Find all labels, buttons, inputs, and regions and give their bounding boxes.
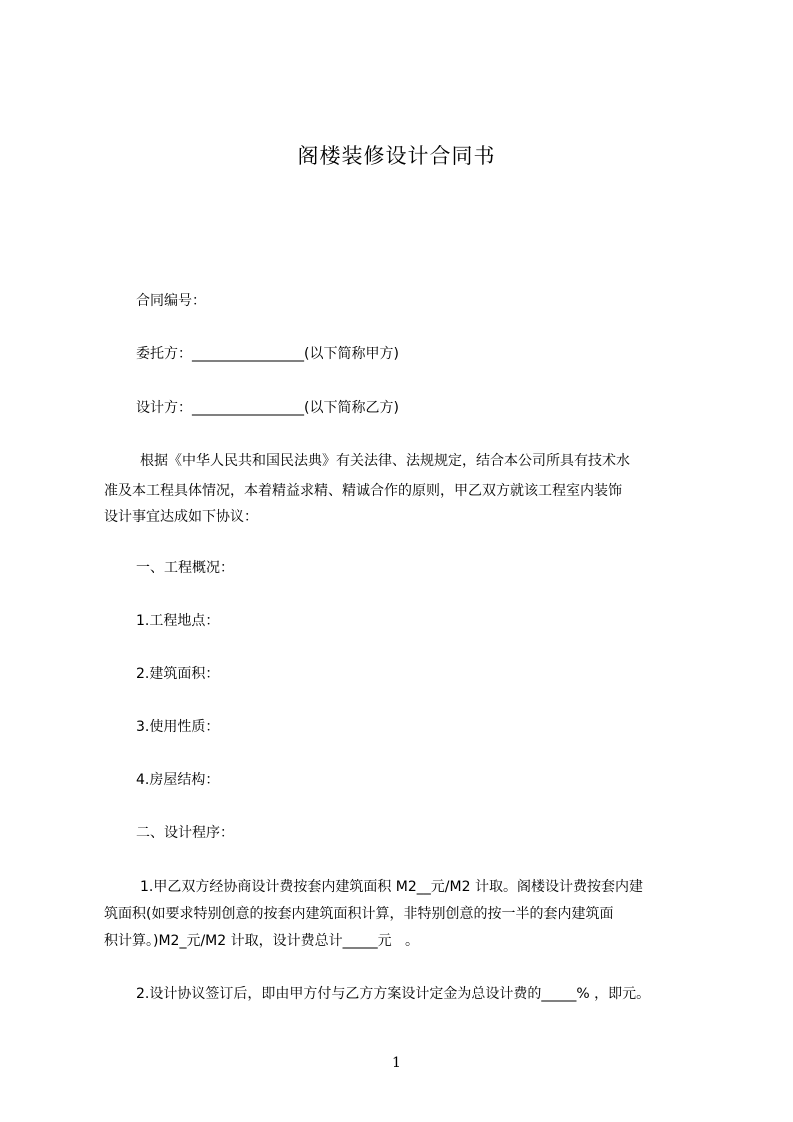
intro-line-3: 设计事宜达成如下协议： [104, 509, 258, 525]
intro-line-1: 根据《中华人民共和国民法典》有关法律、法规规定，结合本公司所具有技术水 [140, 453, 630, 469]
building-structure-field: 4.房屋结构： [136, 772, 220, 788]
fee-clause-line-1: 1.甲乙双方经协商设计费按套内建筑面积 M2__元/M2 计取。阁楼设计费按套内建 [140, 879, 643, 895]
fee-clause-line-2: 筑面积(如要求特别创意的按套内建筑面积计算，非特别创意的按一半的套内建筑面 [104, 906, 614, 922]
usage-type-field: 3.使用性质： [136, 719, 220, 735]
document-title: 阁楼装修设计合同书 [297, 144, 496, 168]
intro-line-2: 准及本工程具体情况，本着精益求精、精诚合作的原则，甲乙双方就该工程室内装饰 [104, 483, 622, 499]
project-location-field: 1.工程地点： [136, 613, 220, 629]
building-area-field: 2.建筑面积： [136, 666, 220, 682]
deposit-clause: 2.设计协议签订后，即由甲方付与乙方方案设计定金为总设计费的_____% ，即元。 [136, 986, 651, 1002]
client-field: 委托方：________________(以下简称甲方) [136, 346, 399, 362]
contract-number-field: 合同编号： [136, 293, 206, 309]
designer-field: 设计方：________________(以下简称乙方) [136, 400, 399, 416]
section-2-heading: 二、设计程序： [136, 825, 234, 841]
fee-clause-line-3: 积计算。)M2_元/M2 计取，设计费总计_____元 。 [104, 933, 419, 949]
page-number: 1 [392, 1055, 401, 1071]
section-1-heading: 一、工程概况： [136, 560, 234, 576]
